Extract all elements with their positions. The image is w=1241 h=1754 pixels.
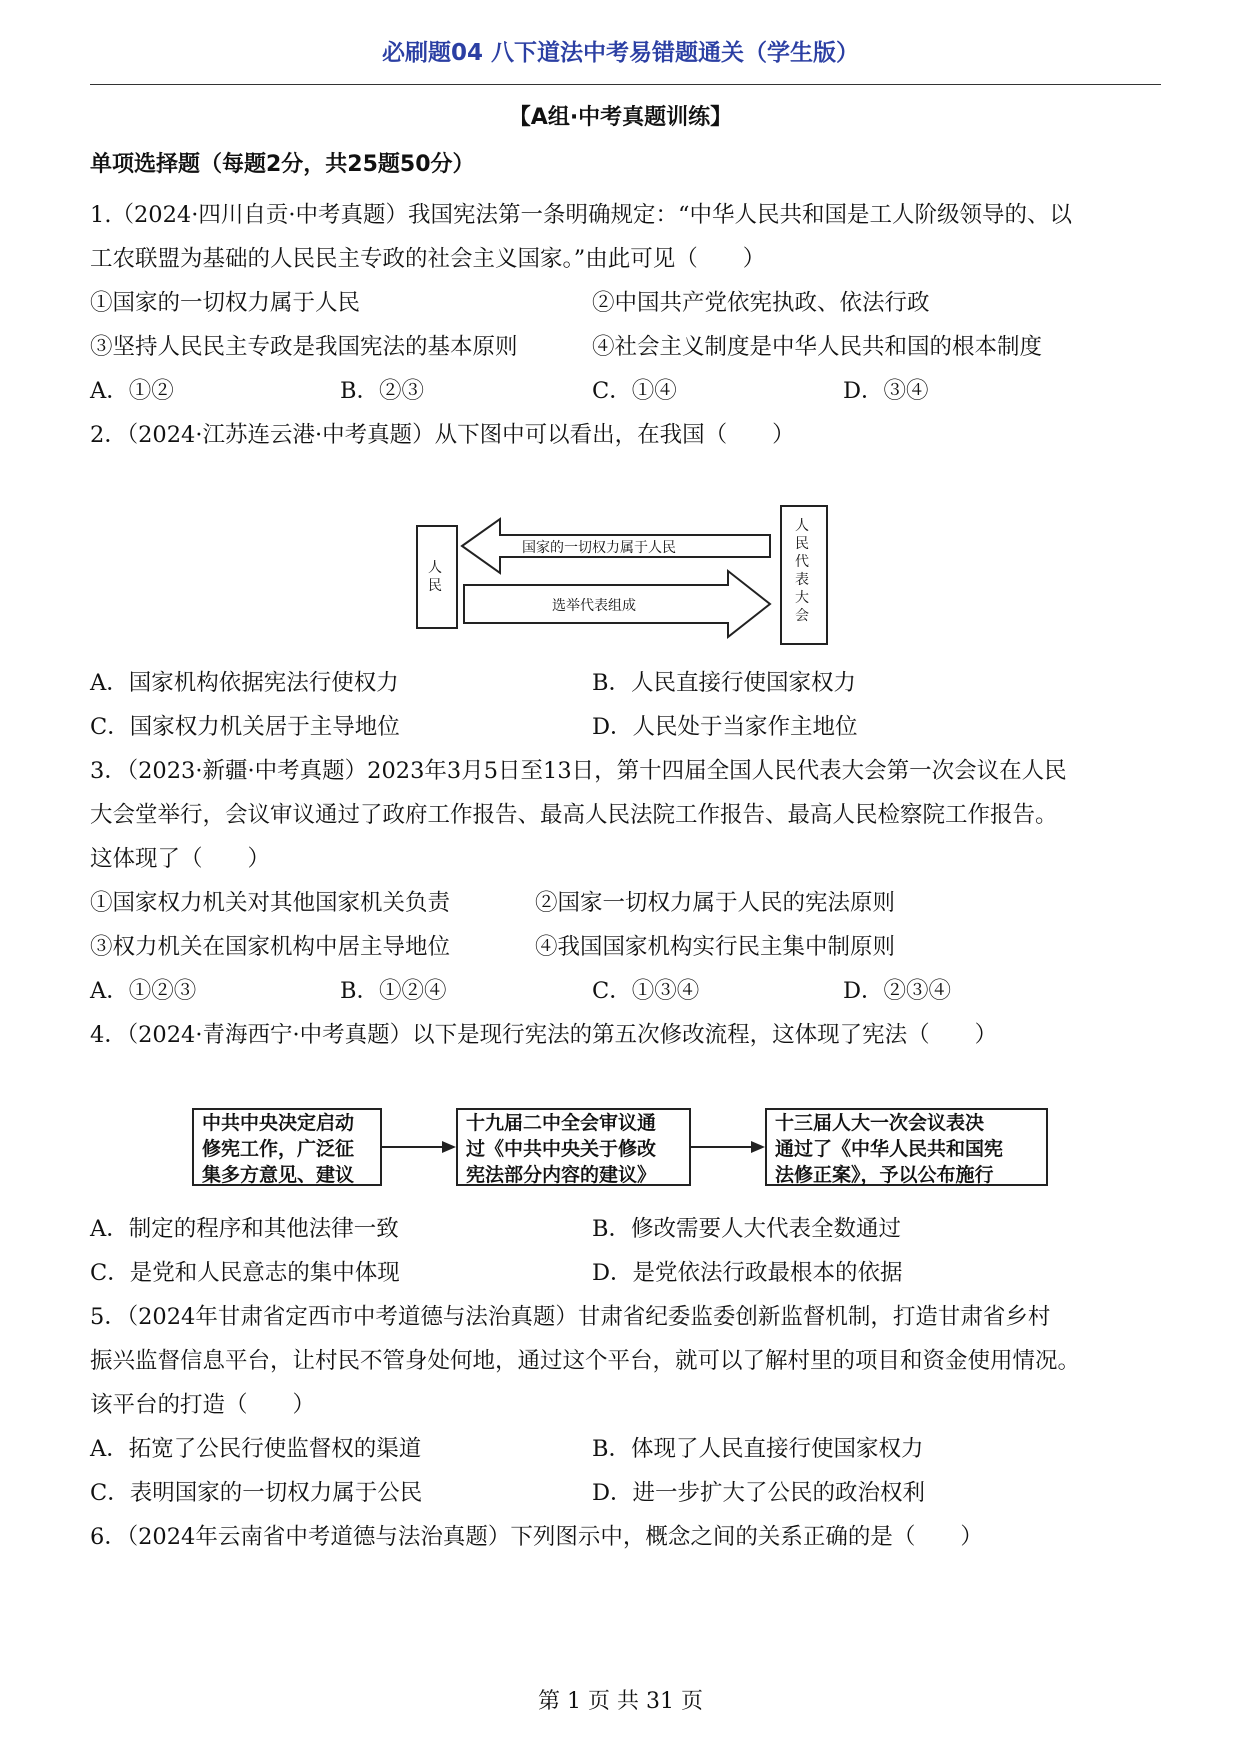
q1-statement-4: ④社会主义制度是中华人民共和国的根本制度 <box>592 334 1043 360</box>
q3-stem-line1: 3．（2023·新疆·中考真题）2023年3月5日至13日，第十四届全国人民代表大会第一次会议在人民 <box>90 758 1067 784</box>
q2-option-d: D．人民处于当家作主地位 <box>592 714 858 740</box>
flow-step-2 <box>456 1108 691 1186</box>
q3-option-d: D．②③④ <box>843 978 952 1004</box>
q3-stem-line3: 这体现了（ ） <box>90 846 271 872</box>
q3-statement-1: ①国家权力机关对其他国家机关负责 <box>90 890 451 916</box>
q4-option-d: D．是党依法行政最根本的依据 <box>592 1260 903 1286</box>
q3-statement-3: ③权力机关在国家机构中居主导地位 <box>90 934 451 960</box>
q3-option-b: B．①②④ <box>340 978 447 1004</box>
q2-stem: 2．（2024·江苏连云港·中考真题）从下图中可以看出，在我国（ ） <box>90 422 795 448</box>
q5-option-c: C．表明国家的一切权力属于公民 <box>90 1480 423 1506</box>
diagram-people-box <box>416 525 458 629</box>
flow-step-1-line1: 中共中央决定启动 <box>202 1112 355 1134</box>
q1-statement-2: ②中国共产党依宪执政、依法行政 <box>592 290 930 316</box>
q4-stem: 4．（2024·青海西宁·中考真题）以下是现行宪法的第五次修改流程，这体现了宪法（ ） <box>90 1022 998 1048</box>
header-divider <box>90 84 1161 85</box>
flow-step-3-line1: 十三届人大一次会议表决 <box>775 1112 985 1134</box>
flow-arrow-2 <box>691 1137 765 1157</box>
flow-step-3-line2: 通过了《中华人民共和国宪 <box>775 1138 1004 1160</box>
q1-stem-line1: 1.（2024·四川自贡·中考真题）我国宪法第一条明确规定：“中华人民共和国是工人阶级领导的、以 <box>90 202 1073 228</box>
flow-step-2-line1: 十九届二中全会审议通 <box>466 1112 657 1134</box>
q5-stem-line2: 振兴监督信息平台，让村民不管身处何地，通过这个平台，就可以了解村里的项目和资金使用情况。 <box>90 1348 1081 1374</box>
q5-option-a: A．拓宽了公民行使监督权的渠道 <box>90 1436 422 1462</box>
section-title: 单项选择题（每题2分，共25题50分） <box>90 152 475 177</box>
diagram-bottom-arrow-label: 选举代表组成 <box>552 598 636 614</box>
flow-step-1 <box>192 1108 382 1186</box>
diagram-npc-box <box>780 505 828 645</box>
q5-option-d: D．进一步扩大了公民的政治权利 <box>592 1480 926 1506</box>
q3-option-a: A．①②③ <box>90 978 197 1004</box>
q3-option-c: C．①③④ <box>592 978 700 1004</box>
q1-option-b: B．②③ <box>340 378 425 404</box>
diagram-top-arrow-label: 国家的一切权力属于人民 <box>522 540 676 556</box>
flow-step-2-line3: 宪法部分内容的建议》 <box>466 1164 657 1186</box>
diagram-npc-label: 人民代表大会 <box>795 518 809 624</box>
q1-statement-1: ①国家的一切权力属于人民 <box>90 290 361 316</box>
q4-option-a: A．制定的程序和其他法律一致 <box>90 1216 399 1242</box>
q2-option-a: A．国家机构依据宪法行使权力 <box>90 670 399 696</box>
q3-stem-line2: 大会堂举行，会议审议通过了政府工作报告、最高人民法院工作报告、最高人民检察院工作报告。 <box>90 802 1058 828</box>
group-title: 【A组·中考真题训练】 <box>508 105 733 130</box>
header-title: 必刷题04 八下道法中考易错题通关（学生版） <box>381 40 859 66</box>
q2-option-c: C．国家权力机关居于主导地位 <box>90 714 400 740</box>
flow-step-1-line3: 集多方意见、建议 <box>202 1164 355 1186</box>
flow-step-1-line2: 修宪工作，广泛征 <box>202 1138 355 1160</box>
q4-option-b: B．修改需要人大代表全数通过 <box>592 1216 902 1242</box>
q1-stem-line2: 工农联盟为基础的人民民主专政的社会主义国家。”由此可见（ ） <box>90 246 766 272</box>
q1-option-a: A．①② <box>90 378 174 404</box>
q6-stem: 6．（2024年云南省中考道德与法治真题）下列图示中，概念之间的关系正确的是（ ） <box>90 1524 983 1550</box>
flow-step-3-line3: 法修正案》，予以公布施行 <box>775 1164 994 1186</box>
flow-step-2-line2: 过《中共中央关于修改 <box>466 1138 657 1160</box>
flow-arrow-1 <box>382 1137 456 1157</box>
people-npc-diagram <box>416 505 834 645</box>
q4-option-c: C．是党和人民意志的集中体现 <box>90 1260 400 1286</box>
q3-statement-2: ②国家一切权力属于人民的宪法原则 <box>535 890 896 916</box>
page-number: 第 1 页 共 31 页 <box>538 1689 703 1714</box>
q5-option-b: B．体现了人民直接行使国家权力 <box>592 1436 924 1462</box>
q3-statement-4: ④我国国家机构实行民主集中制原则 <box>535 934 896 960</box>
q1-statement-3: ③坚持人民民主专政是我国宪法的基本原则 <box>90 334 518 360</box>
diagram-arrows <box>460 505 820 645</box>
q5-stem-line1: 5．（2024年甘肃省定西市中考道德与法治真题）甘肃省纪委监委创新监督机制，打造甘肃省乡村 <box>90 1304 1051 1330</box>
diagram-people-label: 人民 <box>428 560 442 594</box>
q1-option-d: D．③④ <box>843 378 929 404</box>
flow-step-3 <box>765 1108 1048 1186</box>
q5-stem-line3: 该平台的打造（ ） <box>90 1392 316 1418</box>
q1-option-c: C．①④ <box>592 378 677 404</box>
q2-option-b: B．人民直接行使国家权力 <box>592 670 857 696</box>
